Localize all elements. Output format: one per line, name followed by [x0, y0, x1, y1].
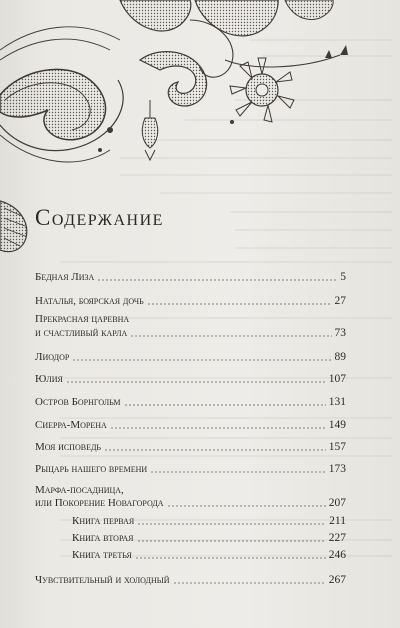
- toc-entry[interactable]: [35, 295, 346, 308]
- toc-entry-page: 131: [328, 396, 346, 408]
- dot-leader: [110, 427, 326, 429]
- toc-entry-page: 107: [328, 373, 346, 385]
- toc-entry-title: или Покорение Новагорода: [35, 497, 164, 509]
- toc-entry-title: и счастливый карла: [35, 327, 128, 339]
- toc-heading: Содержание: [35, 205, 164, 230]
- toc-entry-page: 5: [340, 271, 346, 283]
- dot-leader: [173, 582, 326, 584]
- dot-leader: [137, 540, 326, 542]
- toc-subentry[interactable]: [72, 515, 346, 528]
- toc-entry-page: 227: [328, 532, 346, 544]
- toc-entry-title: Моя исповедь: [35, 441, 102, 453]
- toc-entry-title: Бедная Лиза: [35, 271, 95, 283]
- dot-leader: [97, 279, 337, 281]
- toc-entry-title-line1: Марфа-посадница,: [35, 484, 124, 496]
- dot-leader: [66, 381, 326, 383]
- toc-entry-title: Чувствительный и холодный: [35, 574, 170, 586]
- dot-leader: [167, 505, 326, 507]
- dot-leader: [137, 523, 326, 525]
- toc-entry-page: 89: [334, 351, 346, 363]
- toc-entry-title: Юлия: [35, 373, 63, 385]
- toc-entry-title: Остров Борнгольм: [35, 396, 121, 408]
- toc-entry-page: 211: [329, 515, 346, 527]
- toc-entry-page: 267: [328, 574, 346, 586]
- toc-entry[interactable]: [35, 441, 346, 454]
- dot-leader: [130, 335, 331, 337]
- toc-entry-page: 27: [334, 295, 346, 307]
- toc-entry-page: 73: [334, 327, 346, 339]
- toc-entry[interactable]: [35, 419, 346, 432]
- toc-entry-page: 207: [328, 497, 346, 509]
- toc-entry-title: Рыцарь нашего времени: [35, 463, 148, 475]
- dot-leader: [124, 404, 326, 406]
- toc-entry[interactable]: [35, 396, 346, 409]
- toc-entry[interactable]: [35, 373, 346, 386]
- toc-entry-title: Книга первая: [72, 515, 135, 527]
- toc-entry[interactable]: [35, 271, 346, 284]
- toc-entry-page: 157: [328, 441, 346, 453]
- toc-entry[interactable]: [35, 351, 346, 364]
- dot-leader: [135, 557, 326, 559]
- toc-subentry[interactable]: [72, 549, 346, 562]
- toc-entry-page: 149: [328, 419, 346, 431]
- toc-entry-title: Книга третья: [72, 549, 132, 561]
- toc-entry[interactable]: [35, 463, 346, 476]
- toc-entry-page: 246: [328, 549, 346, 561]
- toc-entry-title: Лиодор: [35, 351, 70, 363]
- dot-leader: [72, 359, 331, 361]
- dot-leader: [147, 303, 332, 305]
- toc-entry-title-line1: Прекрасная царевна: [35, 313, 130, 325]
- toc-entry[interactable]: [35, 327, 346, 340]
- toc-entry-page: 173: [328, 463, 346, 475]
- toc-entry-title: Сиерра-Морена: [35, 419, 107, 431]
- toc-entry[interactable]: [35, 497, 346, 510]
- dot-leader: [150, 471, 326, 473]
- toc-entry[interactable]: [35, 574, 346, 587]
- toc-entry-title: Наталья, боярская дочь: [35, 295, 144, 307]
- toc-subentry[interactable]: [72, 532, 346, 545]
- toc-entry-title: Книга вторая: [72, 532, 134, 544]
- dot-leader: [104, 449, 326, 451]
